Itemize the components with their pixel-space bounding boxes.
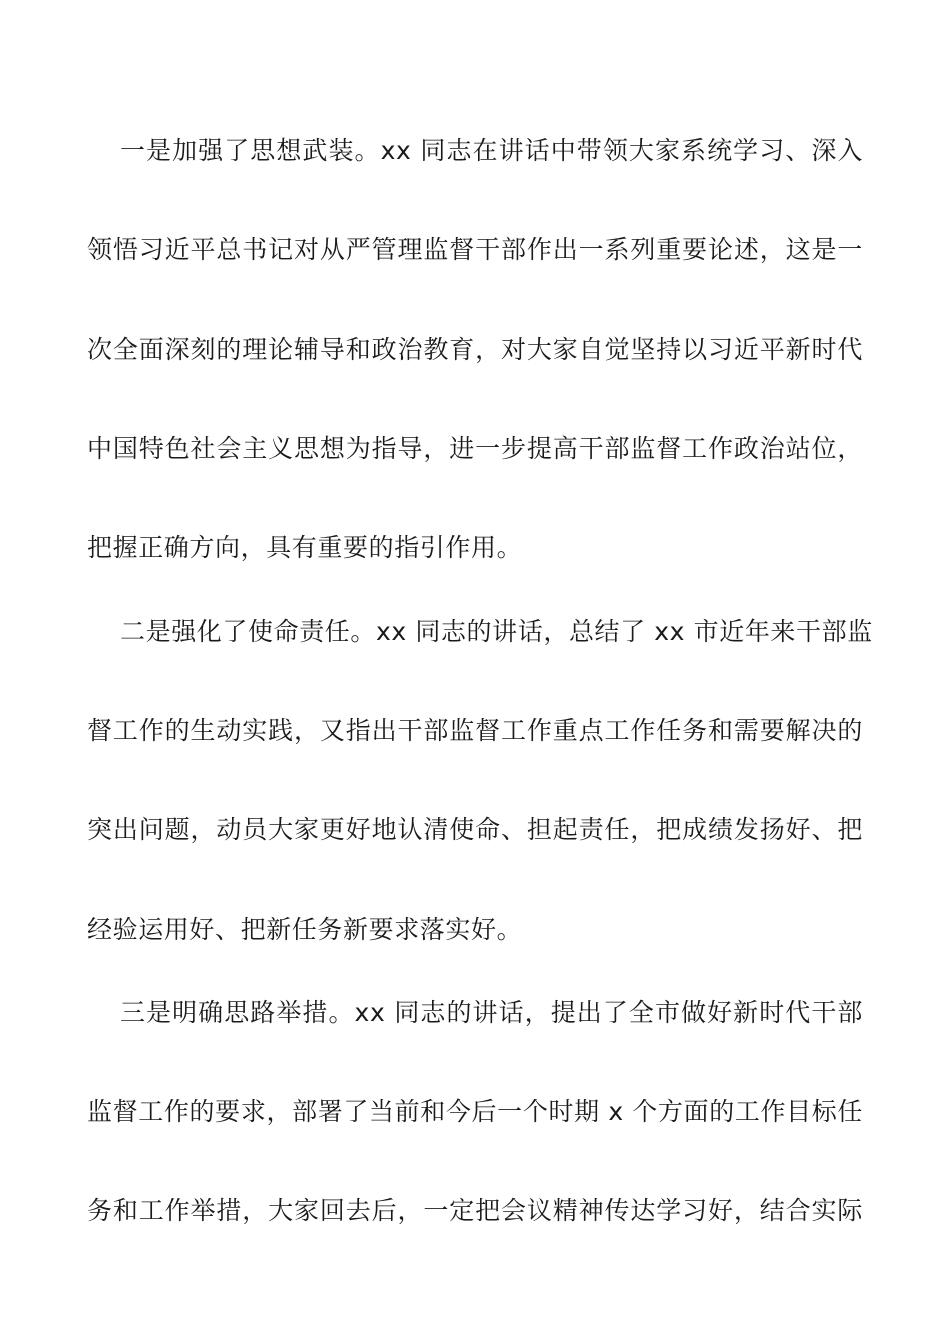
paragraph-1-line-5: 把握正确方向，具有重要的指引作用。 — [87, 533, 523, 562]
paragraph-2-line-2: 督工作的生动实践，又指出干部监督工作重点工作任务和需要解决的 — [87, 716, 863, 745]
paragraph-1-line-2: 领悟习近平总书记对从严管理监督干部作出一系列重要论述，这是一 — [87, 235, 863, 264]
paragraph-2-line-1: 二是强化了使命责任。xx 同志的讲话，总结了 xx 市近年来干部监 — [120, 617, 873, 646]
paragraph-1-line-3: 次全面深刻的理论辅导和政治教育，对大家自觉坚持以习近平新时代 — [87, 335, 863, 364]
paragraph-3-line-1: 三是明确思路举措。xx 同志的讲话，提出了全市做好新时代干部 — [120, 998, 863, 1027]
paragraph-3-line-2: 监督工作的要求，部署了当前和今后一个时期 x 个方面的工作目标任 — [87, 1097, 863, 1126]
paragraph-2-line-4: 经验运用好、把新任务新要求落实好。 — [87, 915, 523, 944]
paragraph-1-line-4: 中国特色社会主义思想为指导，进一步提高干部监督工作政治站位， — [87, 434, 863, 463]
paragraph-1-line-1: 一是加强了思想武装。xx 同志在讲话中带领大家系统学习、深入 — [120, 136, 863, 165]
paragraph-2-line-3: 突出问题，动员大家更好地认清使命、担起责任，把成绩发扬好、把 — [87, 815, 863, 844]
paragraph-3-line-3: 务和工作举措，大家回去后，一定把会议精神传达学习好，结合实际 — [87, 1196, 863, 1225]
